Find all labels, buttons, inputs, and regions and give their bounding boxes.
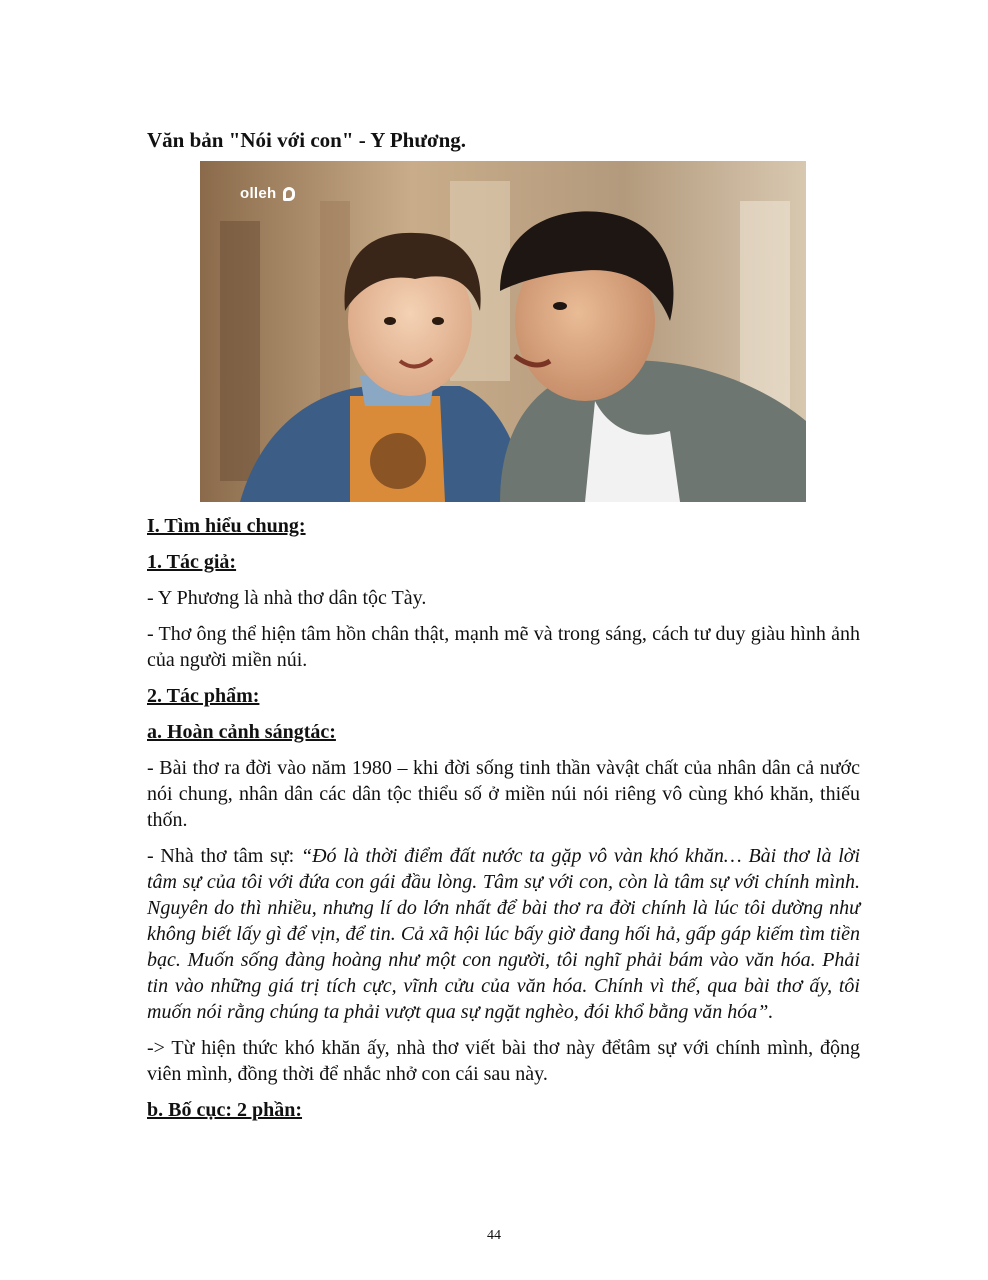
author-paragraph-1: - Y Phương là nhà thơ dân tộc Tày. bbox=[147, 587, 427, 609]
photo-illustration bbox=[200, 161, 806, 502]
quote-text: “Đó là thời điểm đất nước ta gặp vô vàn khó khăn… Bài thơ là lời tâm sự của tôi với đứa con gái đầu lòng. Tâm sự với con, còn là tâm sự với chính mình. Nguyên do thì nhiều, nhưng lí do lớn nhất để bài thơ ra đời chính là lúc tôi dường như không biết lấy gì để vịn, để tin. Cả xã hội lúc bấy giờ đang hối hả, gấp gáp kiếm tìm tiền bạc. Muốn sống đàng hoàng như một con người, tôi nghĩ phải bám vào văn hóa. Phải tin vào những giá trị tích cực, vĩnh cửu của văn hóa. Chính vì thế, qua bài thơ ấy, tôi muốn nói rằng chúng ta phải vượt qua sự ngặt nghèo, đói khổ bằng văn hóa”. bbox=[147, 845, 860, 1023]
father-and-son-photo bbox=[200, 161, 806, 502]
document-body bbox=[147, 513, 860, 1133]
olleh-logo-icon bbox=[283, 187, 295, 201]
conclusion-paragraph: -> Từ hiện thức khó khăn ấy, nhà thơ viết bài thơ này đểtâm sự với chính mình, động viên mình, đồng thời để nhắc nhở con cái sau này. bbox=[147, 1037, 860, 1085]
section-heading-structure: b. Bố cục: 2 phần: bbox=[147, 1099, 303, 1121]
context-paragraph: - Bài thơ ra đời vào năm 1980 – khi đời sống tinh thần vàvật chất của nhân dân cả nước nói chung, nhân dân các dân tộc thiểu số ở miền núi nói riêng vô cùng khó khăn, thiếu thốn. bbox=[147, 757, 860, 831]
section-heading-work: 2. Tác phẩm: bbox=[147, 685, 260, 707]
page-number: 44 bbox=[487, 1228, 501, 1243]
author-paragraph-2: - Thơ ông thể hiện tâm hồn chân thật, mạnh mẽ và trong sáng, cách tư duy giàu hình ảnh của người miền núi. bbox=[147, 623, 860, 671]
section-heading-context: a. Hoàn cảnh sángtác: bbox=[147, 721, 336, 743]
quote-lead: - Nhà thơ tâm sự: bbox=[147, 845, 301, 867]
quote-paragraph bbox=[147, 843, 860, 1025]
page-title: Văn bản "Nói với con" - Y Phương. bbox=[147, 128, 466, 152]
olleh-logo bbox=[240, 185, 295, 202]
logo-text: olleh bbox=[240, 185, 277, 202]
section-heading-author: 1. Tác giả: bbox=[147, 551, 237, 573]
section-heading-general: I. Tìm hiểu chung: bbox=[147, 515, 306, 537]
